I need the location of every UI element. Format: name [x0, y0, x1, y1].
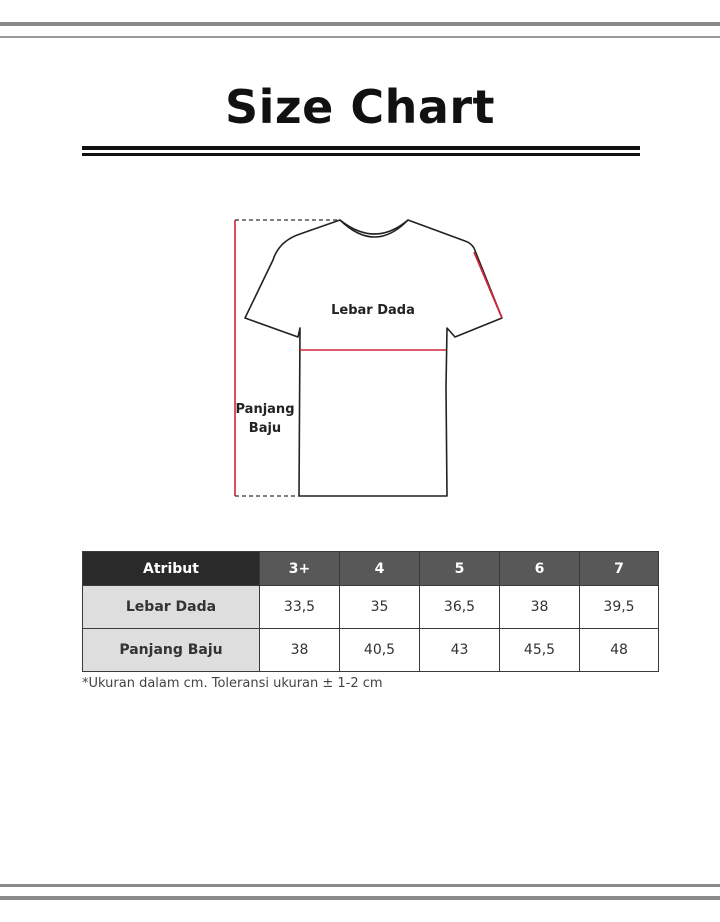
title-underline-thick [82, 146, 640, 150]
table-cell: 38 [500, 586, 580, 629]
table-header-size: 3+ [260, 552, 340, 586]
body-length-label-line1: Panjang [235, 402, 295, 417]
table-cell: 45,5 [500, 629, 580, 672]
table-header-size: 6 [500, 552, 580, 586]
top-border-thick [0, 22, 720, 26]
row-label: Lebar Dada [83, 586, 260, 629]
table-row [83, 629, 659, 672]
row-label: Panjang Baju [83, 629, 260, 672]
table-cell: 36,5 [420, 586, 500, 629]
footnote: *Ukuran dalam cm. Toleransi ukuran ± 1-2 cm [82, 676, 383, 691]
body-length-label-line2: Baju [248, 421, 282, 436]
body-length-label [234, 400, 296, 438]
table-row [83, 586, 659, 629]
tshirt-diagram [225, 210, 515, 510]
table-cell: 35 [340, 586, 420, 629]
table-header-attribute: Atribut [83, 552, 260, 586]
sleeve-length-line [474, 252, 502, 318]
bottom-border-thin [0, 884, 720, 887]
title-underline-thin [82, 153, 640, 156]
table-cell: 48 [580, 629, 659, 672]
table-cell: 43 [420, 629, 500, 672]
top-border-thin [0, 36, 720, 38]
tshirt-outline [245, 220, 502, 496]
table-cell: 38 [260, 629, 340, 672]
table-header-size: 4 [340, 552, 420, 586]
table-header-row [83, 552, 659, 586]
table-header-size: 5 [420, 552, 500, 586]
bottom-border-thick [0, 896, 720, 900]
size-table [82, 551, 659, 672]
chest-width-label: Lebar Dada [331, 303, 415, 318]
table-header-size: 7 [580, 552, 659, 586]
table-cell: 33,5 [260, 586, 340, 629]
table-cell: 39,5 [580, 586, 659, 629]
page-title: Size Chart [224, 80, 496, 134]
table-cell: 40,5 [340, 629, 420, 672]
